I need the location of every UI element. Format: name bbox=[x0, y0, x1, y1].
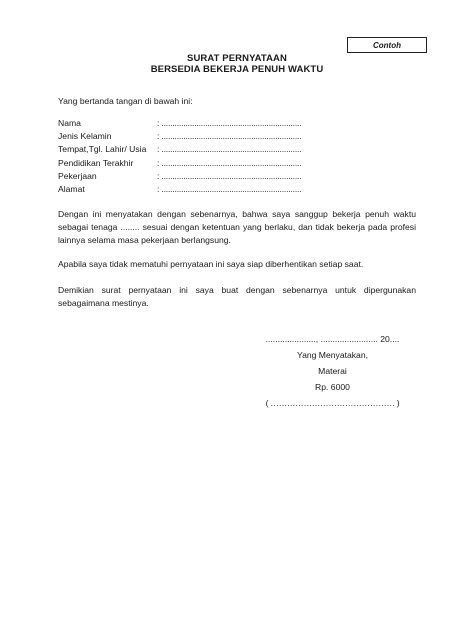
declarant-label: Yang Menyatakan, bbox=[296, 350, 369, 360]
field-value: : ................................................................ bbox=[157, 118, 302, 128]
statement-paragraph: Dengan ini menyatakan dengan sebenarnya, bahwa saya sanggup bekerja penuh waktu sebagai tenaga ........ sesuai dengan ketentuan yang berlaku, dan tidak bekerja pada profesi lainnya selama masa pekerjaan berlangsung. bbox=[58, 209, 416, 245]
field-label: Jenis Kelamin bbox=[58, 131, 112, 142]
field-label: Pendidikan Terakhir bbox=[58, 157, 134, 168]
field-value: : ................................................................ bbox=[157, 183, 302, 194]
field-label: Nama bbox=[58, 118, 81, 128]
field-value: : ................................................................ bbox=[157, 131, 302, 142]
stamp-label: Materai bbox=[318, 366, 347, 376]
place-date-line: ....................., ........................ 20.... bbox=[265, 334, 400, 344]
intro-text: Yang bertanda tangan di bawah ini: bbox=[58, 96, 193, 106]
document-title: SURAT PERNYATAAN bbox=[187, 53, 287, 64]
field-value: : ................................................................ bbox=[157, 170, 302, 181]
example-badge: Contoh bbox=[347, 37, 427, 53]
field-value: : ................................................................ bbox=[157, 144, 302, 155]
stamp-value: Rp. 6000 bbox=[315, 382, 350, 392]
field-label: Alamat bbox=[58, 183, 85, 194]
signature-name-placeholder: ( ……………………………………… ) bbox=[265, 398, 400, 408]
field-value: : ................................................................ bbox=[157, 157, 302, 168]
consequence-paragraph: Apabila saya tidak mematuhi pernyataan ini saya siap diberhentikan setiap saat. bbox=[58, 259, 364, 269]
field-label: Tempat,Tgl. Lahir/ Usia bbox=[58, 144, 147, 155]
field-label: Pekerjaan bbox=[58, 170, 97, 181]
document-subtitle: BERSEDIA BEKERJA PENUH WAKTU bbox=[150, 64, 324, 75]
closing-paragraph: Demikian surat pernyataan ini saya buat dengan sebenarnya untuk dipergunakan sebagaimana mestinya. bbox=[58, 285, 416, 308]
